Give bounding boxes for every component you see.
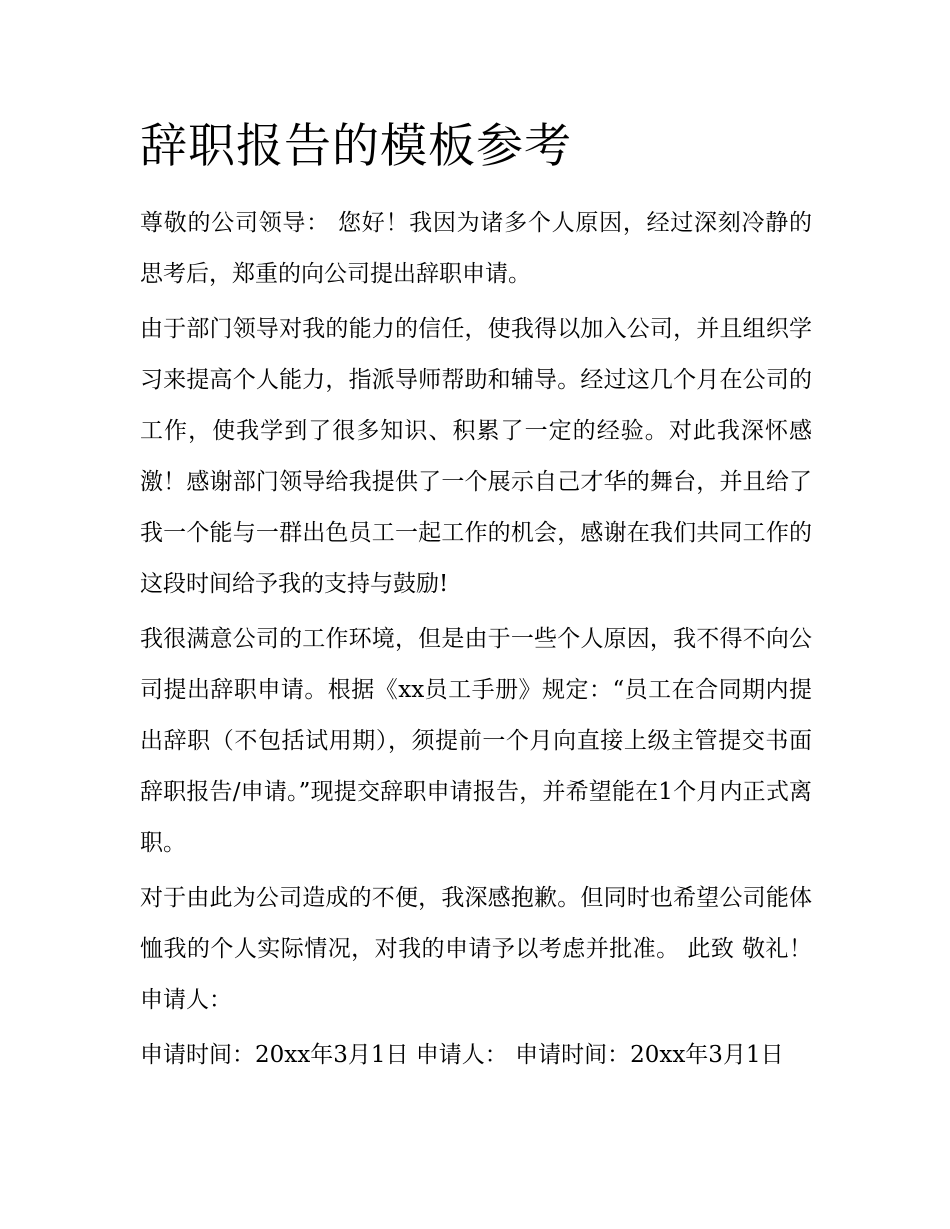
paragraph-signature-date: 申请时间：20xx年3月1日 申请人： 申请时间：20xx年3月1日 bbox=[140, 1042, 784, 1068]
document-page bbox=[140, 112, 812, 1085]
document-title: 辞职报告的模板参考 bbox=[140, 119, 572, 174]
paragraph-closing: 对于由此为公司造成的不便，我深感抱歉。但同时也希望公司能体恤我的个人实际情况，对我的申请予以考虑并批准。 此致 敬礼！ 申请人： bbox=[140, 885, 812, 1013]
paragraph-gratitude: 由于部门领导对我的能力的信任，使我得以加入公司，并且组织学习来提高个人能力，指派导师帮助和辅导。经过这几个月在公司的工作，使我学到了很多知识、积累了一定的经验。对此我深怀感激！感谢部门领导给我提供了一个展示自己才华的舞台，并且给了我一个能与一群出色员工一起工作的机会，感谢在我们共同工作的这段时间给予我的支持与鼓励! bbox=[140, 316, 812, 597]
paragraph-reason: 我很满意公司的工作环境，但是由于一些个人原因，我不得不向公司提出辞职申请。根据《xx员工手册》规定：“员工在合同期内提出辞职（不包括试用期），须提前一个月向直接上级主管提交书面辞职报告/申请。”现提交辞职申请报告，并希望能在1个月内正式离职。 bbox=[140, 626, 812, 856]
paragraph-greeting: 尊敬的公司领导： 您好！我因为诸多个人原因，经过深刻冷静的思考后，郑重的向公司提出辞职申请。 bbox=[140, 210, 812, 287]
